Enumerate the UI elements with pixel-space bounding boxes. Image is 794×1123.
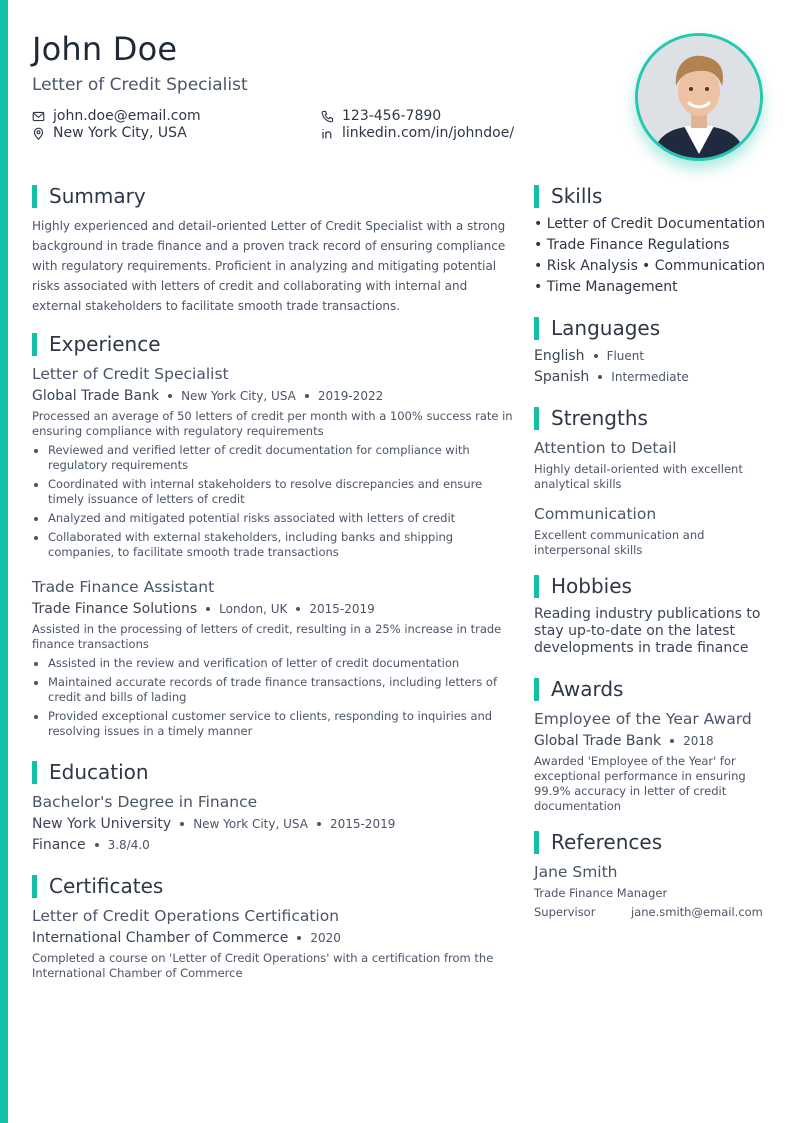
references-heading — [534, 830, 662, 854]
separator-dot — [670, 739, 674, 743]
separator-dot — [206, 607, 210, 611]
section-title: Experience — [49, 332, 161, 356]
hobby-text: Reading industry publications to stay up-to-date on the latest developments in trade finance — [534, 606, 761, 656]
skill-label: Communication — [654, 258, 766, 274]
job-title: Trade Finance Assistant — [32, 578, 215, 596]
heading-accent — [32, 875, 37, 898]
separator-dot — [297, 936, 301, 940]
contact-linkedin[interactable] — [321, 125, 514, 141]
profile-photo — [635, 33, 763, 161]
job-bullets — [32, 656, 502, 743]
job-title: Letter of Credit Specialist — [32, 365, 229, 383]
skill-label: Letter of Credit Documentation — [546, 216, 766, 232]
job-bullets — [32, 443, 502, 564]
gpa: 3.8/4.0 — [107, 838, 150, 852]
list-item: Assisted in the review and verification of letter of credit documentation — [32, 656, 502, 671]
section-title: Summary — [49, 184, 146, 208]
heading-accent — [32, 185, 37, 208]
strength-title: Communication — [534, 505, 657, 523]
heading-accent — [534, 575, 539, 598]
accent-bar — [0, 0, 8, 1123]
skill-item: • Risk Analysis — [534, 258, 638, 274]
email-text: john.doe@email.com — [53, 108, 201, 124]
job-location: New York City, USA — [181, 389, 296, 403]
job-description: Assisted in the processing of letters of credit, resulting in a 25% increase in trade finance transactions — [32, 622, 502, 651]
job-dates: 2015-2019 — [309, 602, 375, 616]
location-text: New York City, USA — [53, 125, 187, 141]
summary-text: Highly experienced and detail-oriented Letter of Credit Specialist with a strong background in trade finance and a proven track record of ensuring compliance with regulatory requirements. Proficient in analyzing and mitigating potential risks associated with letters of credit and collaborating with internal and external stakeholders to facilitate smooth trade transactions. — [32, 219, 506, 313]
job-location: London, UK — [219, 602, 288, 616]
heading-accent — [534, 185, 539, 208]
job-dates: 2019-2022 — [317, 389, 384, 403]
list-item: Maintained accurate records of trade finance transactions, including letters of credit and bills of lading — [32, 675, 502, 705]
field-name: Finance — [32, 837, 86, 853]
school-name: New York University — [32, 816, 172, 832]
strength-text: Excellent communication and interpersonal skills — [534, 528, 705, 557]
separator-dot — [180, 822, 184, 826]
list-item: Collaborated with external stakeholders, including banks and shipping companies, to facilitate smooth trade transactions — [32, 530, 502, 560]
reference-email[interactable]: jane.smith@email.com — [631, 905, 763, 919]
contact-email[interactable] — [32, 108, 201, 124]
school-location: New York City, USA — [193, 817, 308, 831]
degree-title: Bachelor's Degree in Finance — [32, 793, 258, 811]
experience-heading — [32, 332, 161, 356]
list-item: Reviewed and verified letter of credit documentation for compliance with regulatory requirements — [32, 443, 502, 473]
skill-item: • Time Management — [534, 279, 678, 295]
list-item: Coordinated with internal stakeholders to resolve discrepancies and ensure timely issuance of letters of credit — [32, 477, 502, 507]
job-description: Processed an average of 50 letters of credit per month with a 100% success rate in ensuring compliance with regulatory requirements — [32, 409, 513, 438]
company-name: Global Trade Bank — [32, 388, 160, 404]
language-level: Fluent — [606, 349, 645, 363]
certificate-title: Letter of Credit Operations Certification — [32, 907, 340, 925]
linkedin-icon — [321, 127, 334, 140]
skills-heading — [534, 184, 602, 208]
skill-item: • Communication — [642, 258, 766, 274]
strength-title: Attention to Detail — [534, 439, 677, 457]
language-name: Spanish — [534, 369, 590, 385]
award-text: Awarded 'Employee of the Year' for exceptional performance in ensuring 99.9% accuracy in letter of credit documentation — [534, 754, 746, 813]
company-name: Trade Finance Solutions — [32, 601, 198, 617]
contact-phone[interactable] — [321, 108, 441, 124]
education-meta — [32, 816, 395, 832]
section-title: Certificates — [49, 874, 164, 898]
school-dates: 2015-2019 — [329, 817, 396, 831]
separator-dot — [598, 375, 602, 379]
heading-accent — [32, 761, 37, 784]
certificate-meta — [32, 930, 341, 946]
language-name: English — [534, 348, 585, 364]
linkedin-text: linkedin.com/in/johndoe/ — [342, 125, 515, 141]
mail-icon — [32, 110, 45, 123]
strength-text: Highly detail-oriented with excellent analytical skills — [534, 462, 743, 491]
heading-accent — [534, 831, 539, 854]
awards-heading — [534, 677, 623, 701]
reference-title: Trade Finance Manager — [534, 886, 668, 900]
section-title: Skills — [551, 184, 603, 208]
section-title: Education — [49, 760, 149, 784]
certificate-year: 2020 — [310, 931, 341, 945]
candidate-title: Letter of Credit Specialist — [32, 75, 248, 95]
avatar — [638, 36, 760, 158]
section-title: Languages — [551, 316, 661, 340]
certificate-description: Completed a course on 'Letter of Credit Operations' with a certification from the International Chamber of Commerce — [32, 951, 494, 980]
section-title: Awards — [551, 677, 624, 701]
skill-item: • Trade Finance Regulations — [534, 237, 730, 253]
award-title: Employee of the Year Award — [534, 710, 752, 728]
skill-item: • Letter of Credit Documentation — [534, 216, 766, 232]
certificate-issuer: International Chamber of Commerce — [32, 930, 289, 946]
language-row — [534, 369, 689, 385]
phone-text: 123-456-7890 — [342, 108, 442, 124]
separator-dot — [594, 354, 598, 358]
award-meta — [534, 733, 714, 749]
section-title: Hobbies — [551, 574, 632, 598]
reference-name: Jane Smith — [534, 863, 618, 881]
list-item: Analyzed and mitigated potential risks associated with letters of credit — [32, 511, 502, 526]
reference-relation: Supervisor — [534, 905, 596, 919]
separator-dot — [317, 822, 321, 826]
separator-dot — [168, 394, 172, 398]
certificates-heading — [32, 874, 163, 898]
separator-dot — [296, 607, 300, 611]
section-title: References — [551, 830, 663, 854]
skill-label: Trade Finance Regulations — [546, 237, 730, 253]
languages-heading — [534, 316, 660, 340]
strengths-heading — [534, 406, 648, 430]
skill-label: Risk Analysis — [546, 258, 638, 274]
location-pin-icon — [32, 127, 45, 140]
award-org: Global Trade Bank — [534, 733, 662, 749]
hobbies-heading — [534, 574, 632, 598]
contact-location — [32, 125, 187, 141]
section-title: Strengths — [551, 406, 648, 430]
skill-label: Time Management — [546, 279, 678, 295]
language-row — [534, 348, 644, 364]
phone-icon — [321, 110, 334, 123]
heading-accent — [534, 317, 539, 340]
education-field — [32, 837, 150, 853]
education-heading — [32, 760, 149, 784]
award-year: 2018 — [683, 734, 714, 748]
job-meta — [32, 388, 383, 404]
separator-dot — [95, 843, 99, 847]
heading-accent — [534, 407, 539, 430]
language-level: Intermediate — [611, 370, 689, 384]
summary-heading — [32, 184, 146, 208]
heading-accent — [32, 333, 37, 356]
candidate-name: John Doe — [32, 30, 178, 68]
job-meta — [32, 601, 375, 617]
list-item: Provided exceptional customer service to clients, responding to inquiries and resolving issues in a timely manner — [32, 709, 502, 739]
heading-accent — [534, 678, 539, 701]
separator-dot — [305, 394, 309, 398]
